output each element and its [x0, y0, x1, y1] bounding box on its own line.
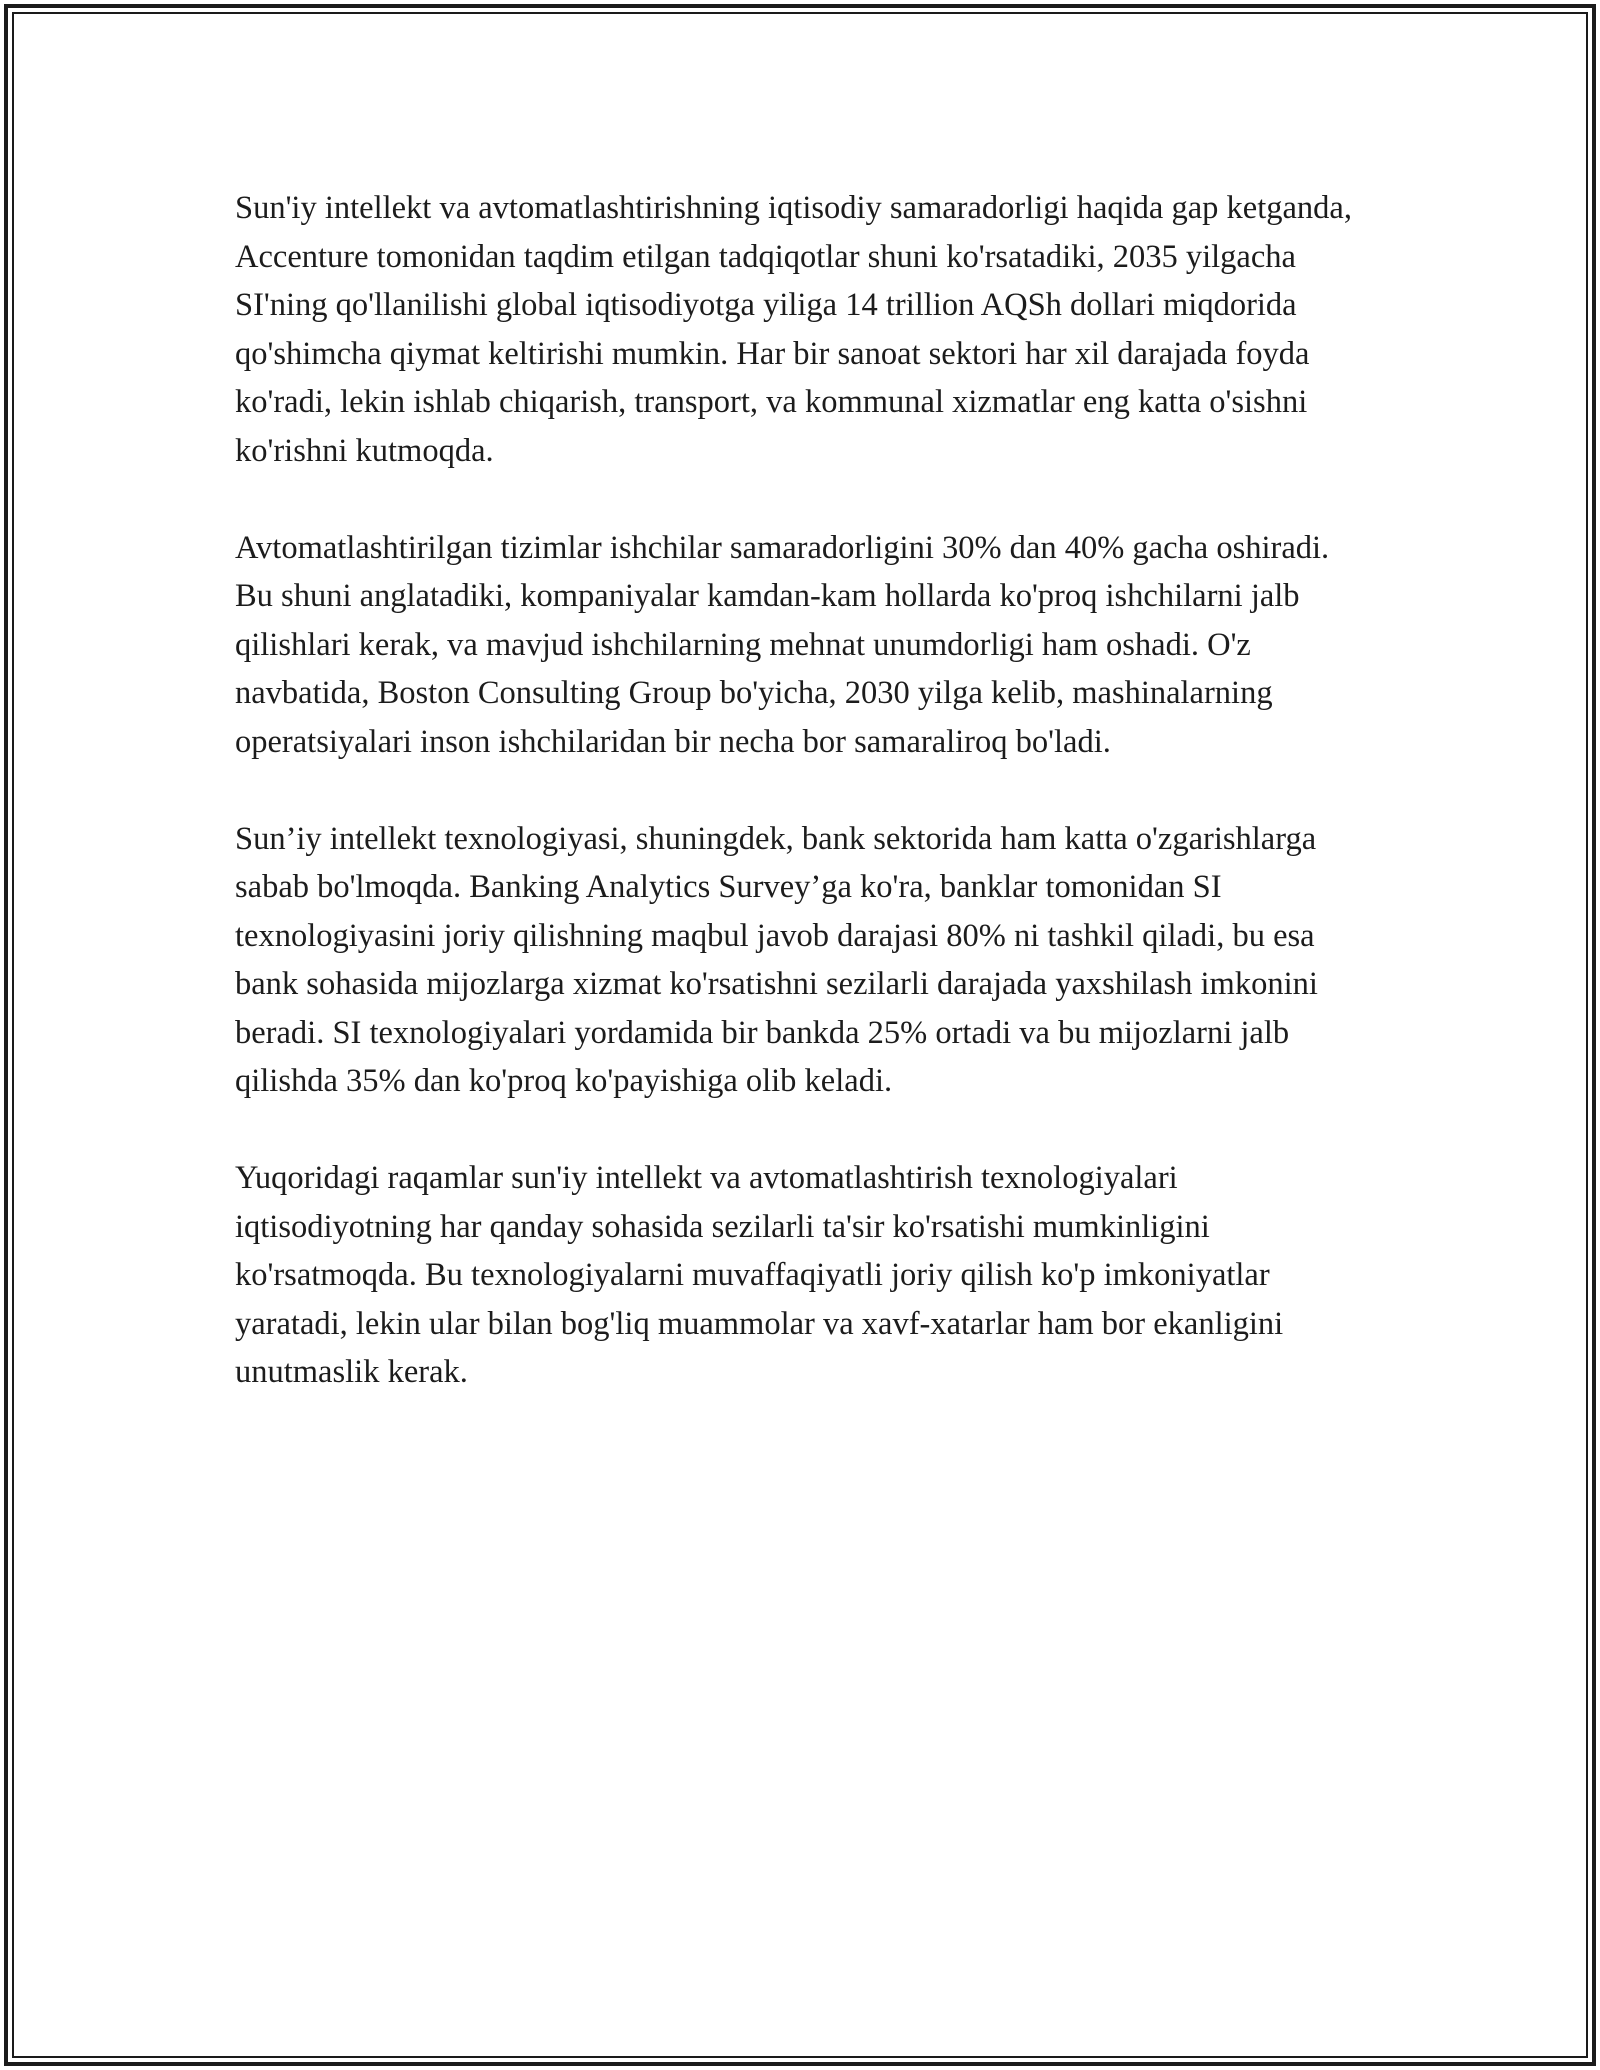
document-body: [235, 184, 1370, 1445]
paragraph-1: Sun'iy intellekt va avtomatlashtirishning iqtisodiy samaradorligi haqida gap ketganda, Accenture tomonidan taqdim etilgan tadqiqotlar shuni ko'rsatadiki, 2035 yilgacha SI'ning qo'llanilishi global iqtisodiyotga yiliga 14 trillion AQSh dollari miqdorida qo'shimcha qiymat keltirishi mumkin. Har bir sanoat sektori har xil darajada foyda ko'radi, lekin ishlab chiqarish, transport, va kommunal xizmatlar eng katta o'sishni ko'rishni kutmoqda.: [235, 190, 1352, 469]
paragraph-4: Yuqoridagi raqamlar sun'iy intellekt va avtomatlashtirish texnologiyalari iqtisodiyotning har qanday sohasida sezilarli ta'sir ko'rsatishi mumkinligini ko'rsatmoqda. Bu texnologiyalarni muvaffaqiyatli joriy qilish ko'p imkoniyatlar yaratadi, lekin ular bilan bog'liq muammolar va xavf-xatarlar ham bor ekanligini unutmaslik kerak.: [235, 1160, 1284, 1390]
paragraph-2: Avtomatlashtirilgan tizimlar ishchilar samaradorligini 30% dan 40% gacha oshiradi. Bu shuni anglatadiki, kompaniyalar kamdan-kam hollarda ko'proq ishchilarni jalb qilishlari kerak, va mavjud ishchilarning mehnat unumdorligi ham oshadi. O'z navbatida, Boston Consulting Group bo'yicha, 2030 yilga kelib, mashinalarning operatsiyalari inson ishchilaridan bir necha bor samaraliroq bo'ladi.: [235, 529, 1330, 760]
paragraph-3: Sun’iy intellekt texnologiyasi, shuningdek, bank sektorida ham katta o'zgarishlarga sabab bo'lmoqda. Banking Analytics Survey’ga ko'ra, banklar tomonidan SI texnologiyasini joriy qilishning maqbul javob darajasi 80% ni tashkil qiladi, bu esa bank sohasida mijozlarga xizmat ko'rsatishni sezilarli darajada yaxshilash imkonini beradi. SI texnologiyalari yordamida bir bankda 25% ortadi va bu mijozlarni jalb qilishda 35% dan ko'proq ko'payishiga olib keladi.: [235, 820, 1318, 1099]
